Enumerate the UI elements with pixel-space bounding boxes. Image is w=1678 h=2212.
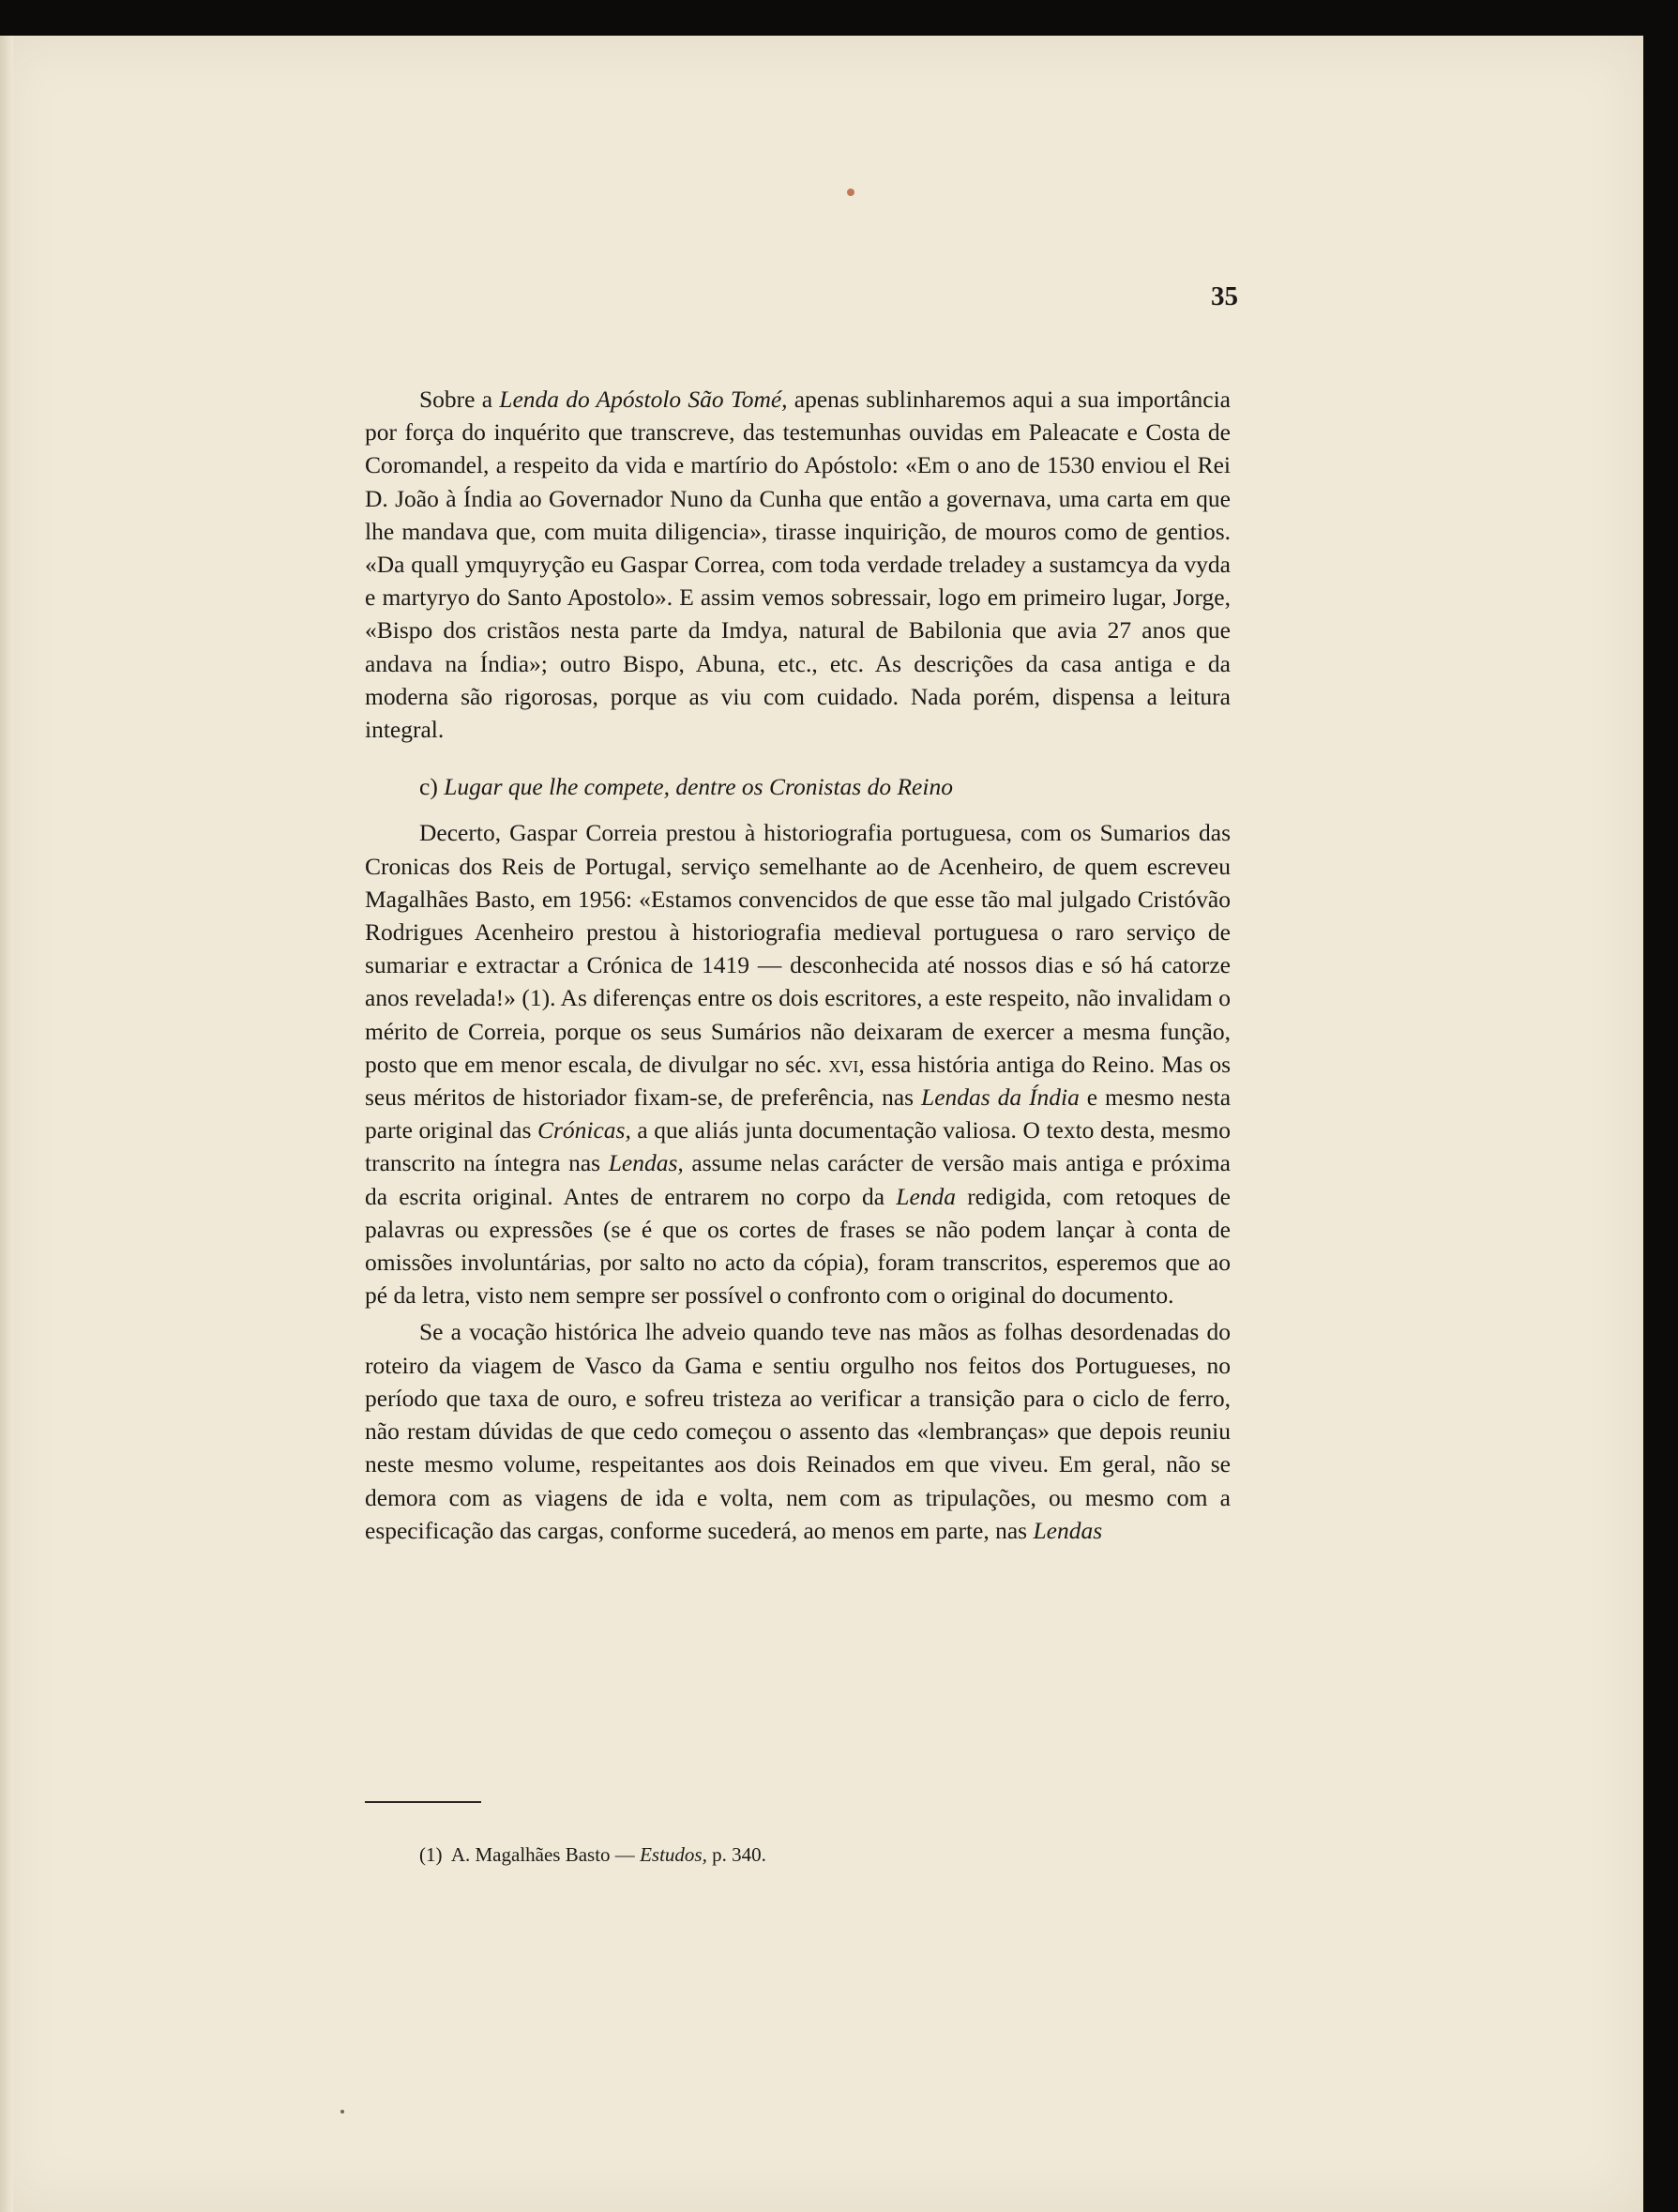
paper-mark (340, 2110, 344, 2114)
work-title: Lendas da Índia (921, 1083, 1080, 1112)
footnote-title: Estudos, (640, 1843, 707, 1866)
section-heading (365, 770, 1231, 803)
section-label: c) (419, 773, 438, 801)
body-text (365, 383, 1231, 1547)
work-title: Crónicas, (537, 1116, 631, 1144)
paragraph-1: Sobre a Lenda do Apóstolo São Tomé, apenas sublinharemos aqui a sua importância por força do inquérito que transcreve, das testemunhas ouvidas em Paleacate e Costa de Coromandel, a respeito da vida e martírio do Apóstolo: «Em o ano de 1530 enviou el Rei D. João à Índia ao Governador Nuno da Cunha que então a governava, uma carta em que lhe mandava que, com muita diligencia», tirasse inquirição, de mouros como de gentios. «Da quall ymquyryção eu Gaspar Correa, com toda verdade treladey a sustamcya da vyda e martyryo do Santo Apostolo». E assim vemos sobressair, logo em primeiro lugar, Jorge, «Bispo dos cristãos nesta parte da Imdya, natural de Babilonia que avia 27 anos que andava na Índia»; outro Bispo, Abuna, etc., etc. As descrições da casa antiga e da moderna são rigorosas, porque as viu com cuidado. Nada porém, dispensa a leitura integral. (365, 386, 1231, 744)
footnote-marker: (1) (419, 1843, 443, 1866)
work-title: Lendas, (608, 1149, 684, 1177)
work-title: Lendas (1033, 1516, 1103, 1544)
section-title: Lugar que lhe compete, dentre os Cronistas do Reino (444, 773, 953, 801)
page-number: 35 (1211, 281, 1238, 311)
work-title: Lenda (896, 1182, 957, 1210)
paragraph-3: Se a vocação histórica lhe adveio quando teve nas mãos as folhas desordenadas do roteiro da viagem de Vasco da Gama e sentiu orgulho nos feitos dos Portugueses, no período que taxa de ouro, e sofreu tristeza ao verificar a transição para o ciclo de ferro, não restam dúvidas de que cedo começou o assento das «lembranças» que depois reuniu neste mesmo volume, respeitantes aos dois Reinados em que viveu. Em geral, não se demora com as viagens de ida e volta, nem com as tripulações, ou mesmo com a especificação das cargas, conforme sucederá, ao menos em parte, nas Lendas (365, 1318, 1231, 1544)
footnote-rule (365, 1801, 481, 1803)
book-page (0, 36, 1643, 2212)
page-edge (0, 36, 13, 2212)
work-title: Lenda do Apóstolo São Tomé, (499, 386, 788, 413)
footnote: (1) A. Magalhães Basto — Estudos, p. 340. (419, 1843, 766, 1866)
paragraph-2: Decerto, Gaspar Correia prestou à historiografia portuguesa, com os Sumarios das Cronicas dos Reis de Portugal, serviço semelhante ao de Acenheiro, de quem escreveu Magalhães Basto, em 1956: «Estamos convencidos de que esse tão mal julgado Cristóvão Rodrigues Acenheiro prestou à historiografia medieval portuguesa o raro serviço de sumariar e extractar a Crónica de 1419 — desconhecida até nossos dias e só há catorze anos revelada!» (1). As diferenças entre os dois escritores, a este respeito, não invalidam o mérito de Correia, porque os seus Sumários não deixaram de exercer a mesma função, posto que em menor escala, de divulgar no séc. xvi, essa história antiga do Reino. Mas os seus méritos de historiador fixam-se, de preferência, nas Lendas da Índia e mesmo nesta parte original das Crónicas, a que aliás junta documentação valiosa. O texto desta, mesmo transcrito na íntegra nas Lendas, assume nelas carácter de versão mais antiga e próxima da escrita original. Antes de entrarem no corpo da Lenda redigida, com retoques de palavras ou expressões (se é que os cortes de frases se não podem lançar à conta de omissões involuntárias, por salto no acto da cópia), foram transcritos, esperemos que ao pé da letra, visto nem sempre ser possível o confronto com o original do documento. (365, 819, 1232, 1310)
ink-speck (847, 189, 854, 196)
